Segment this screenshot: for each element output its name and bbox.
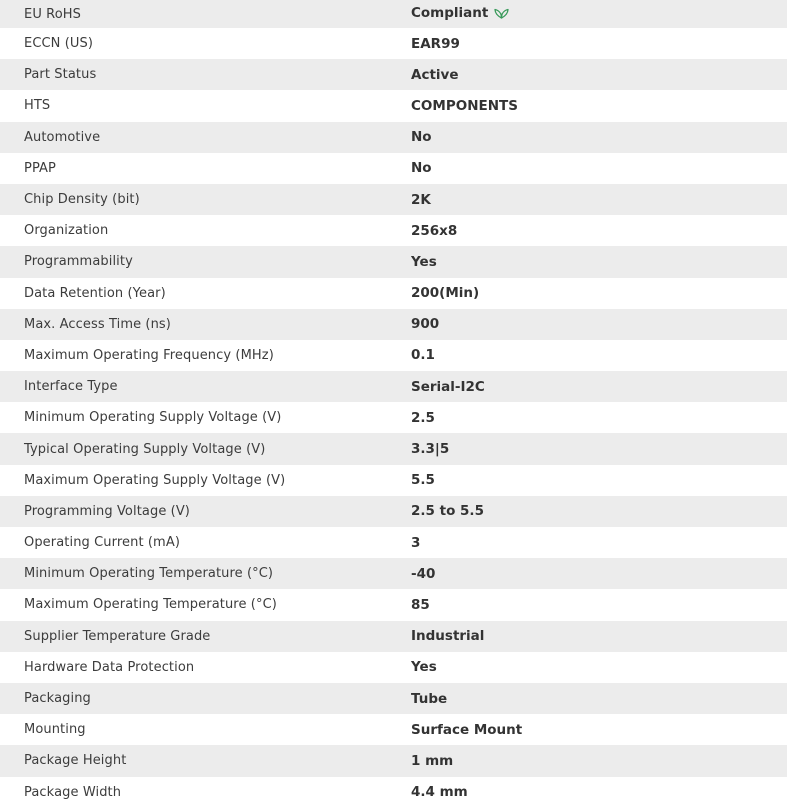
spec-label: Minimum Operating Temperature (°C) — [0, 558, 411, 589]
spec-label: Data Retention (Year) — [0, 278, 411, 309]
spec-label: Programming Voltage (V) — [0, 496, 411, 527]
spec-value: 3.3|5 — [411, 433, 787, 464]
spec-label: Package Width — [0, 777, 411, 808]
table-row — [0, 683, 787, 714]
spec-label: Supplier Temperature Grade — [0, 621, 411, 652]
spec-label: Minimum Operating Supply Voltage (V) — [0, 402, 411, 433]
table-row — [0, 28, 787, 59]
spec-value: 0.1 — [411, 340, 787, 371]
spec-label: Maximum Operating Frequency (MHz) — [0, 340, 411, 371]
table-row — [0, 309, 787, 340]
spec-value: 2.5 — [411, 402, 787, 433]
spec-value: Industrial — [411, 621, 787, 652]
spec-label: Typical Operating Supply Voltage (V) — [0, 433, 411, 464]
table-row — [0, 777, 787, 808]
table-row — [0, 714, 787, 745]
spec-value: -40 — [411, 558, 787, 589]
table-row — [0, 496, 787, 527]
spec-label: Programmability — [0, 246, 411, 277]
spec-label: EU RoHS — [0, 0, 411, 28]
spec-label: Packaging — [0, 683, 411, 714]
spec-value: 200(Min) — [411, 278, 787, 309]
table-row — [0, 0, 787, 28]
spec-value: Yes — [411, 246, 787, 277]
table-row — [0, 527, 787, 558]
spec-label: Mounting — [0, 714, 411, 745]
spec-label: Organization — [0, 215, 411, 246]
spec-value: Tube — [411, 683, 787, 714]
spec-value: Serial-I2C — [411, 371, 787, 402]
spec-label: Interface Type — [0, 371, 411, 402]
table-row — [0, 589, 787, 620]
spec-label: Maximum Operating Temperature (°C) — [0, 589, 411, 620]
spec-label: PPAP — [0, 153, 411, 184]
table-row — [0, 340, 787, 371]
spec-label: Operating Current (mA) — [0, 527, 411, 558]
table-row — [0, 652, 787, 683]
table-row — [0, 59, 787, 90]
table-row — [0, 122, 787, 153]
table-row — [0, 745, 787, 776]
table-row — [0, 184, 787, 215]
spec-value-cell — [411, 0, 787, 28]
table-row — [0, 558, 787, 589]
spec-value: EAR99 — [411, 28, 787, 59]
spec-value: Surface Mount — [411, 714, 787, 745]
spec-value: 85 — [411, 589, 787, 620]
spec-label: Maximum Operating Supply Voltage (V) — [0, 465, 411, 496]
spec-value: No — [411, 153, 787, 184]
table-row — [0, 465, 787, 496]
table-row — [0, 402, 787, 433]
leaf-icon — [494, 7, 509, 23]
spec-label: Max. Access Time (ns) — [0, 309, 411, 340]
table-row — [0, 433, 787, 464]
spec-value: 256x8 — [411, 215, 787, 246]
spec-value: 5.5 — [411, 465, 787, 496]
spec-label: Chip Density (bit) — [0, 184, 411, 215]
spec-label: Hardware Data Protection — [0, 652, 411, 683]
spec-value: 2.5 to 5.5 — [411, 496, 787, 527]
spec-label: HTS — [0, 90, 411, 121]
spec-value: 4.4 mm — [411, 777, 787, 808]
table-row — [0, 90, 787, 121]
spec-value: COMPONENTS — [411, 90, 787, 121]
table-row — [0, 153, 787, 184]
table-row — [0, 371, 787, 402]
spec-label: Part Status — [0, 59, 411, 90]
spec-label: Automotive — [0, 122, 411, 153]
spec-label: ECCN (US) — [0, 28, 411, 59]
spec-value: 1 mm — [411, 745, 787, 776]
spec-value: 2K — [411, 184, 787, 215]
spec-value: Yes — [411, 652, 787, 683]
spec-value: Compliant — [411, 5, 489, 21]
table-row — [0, 215, 787, 246]
spec-value: No — [411, 122, 787, 153]
spec-label: Package Height — [0, 745, 411, 776]
spec-value: Active — [411, 59, 787, 90]
spec-value: 3 — [411, 527, 787, 558]
table-row — [0, 621, 787, 652]
table-row — [0, 278, 787, 309]
table-row — [0, 246, 787, 277]
spec-value: 900 — [411, 309, 787, 340]
